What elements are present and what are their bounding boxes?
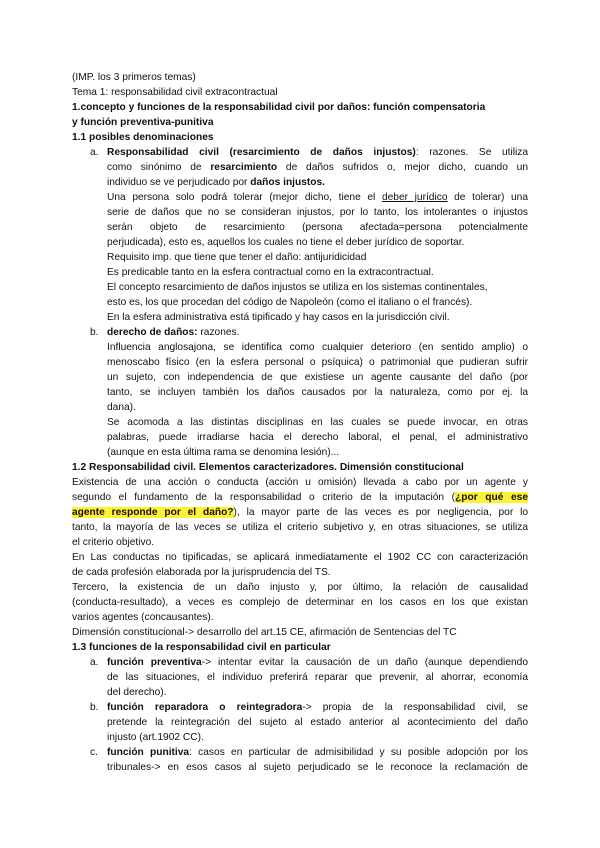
list-item-line: dana).	[107, 402, 136, 413]
highlighted-text: ¿por qué ese	[455, 492, 528, 503]
list-item-line: Una persona solo podrá tolerar (mejor dicho, tiene el deber jurídico de tolerar) una	[107, 192, 529, 203]
paragraph-line: Dimensión constitucional-> desarrollo del art.15 CE, afirmación de Sentencias del TC	[72, 627, 457, 638]
heading-1-1: 1.1 posibles denominaciones	[72, 132, 214, 143]
list-item-line: tribunales-> en esos casos al sujeto perjudicado se le reconoce la reclamación de	[107, 762, 528, 773]
heading-1-3: 1.3 funciones de la responsabilidad civil en particular	[72, 642, 331, 653]
list-marker-a: a.	[90, 657, 99, 668]
paragraph-line: de cada profesión elaborada por la jurisprudencia del TS.	[72, 567, 331, 578]
list-item-line: Responsabilidad civil (resarcimiento de daños injustos): razones. Se utiliza	[107, 147, 528, 158]
list-item-line: tanto, se incluyen también los daños causados por la naturaleza, como por ej. la	[107, 387, 528, 398]
list-item-line: Es predicable tanto en la esfera contractual como en la extracontractual.	[107, 267, 434, 278]
note-line: (IMP. los 3 primeros temas)	[72, 72, 196, 83]
tema-title: Tema 1: responsabilidad civil extracontractual	[72, 87, 278, 98]
list-item-line: Requisito imp. que tiene que tener el daño: antijuridicidad	[107, 252, 367, 263]
paragraph-line: varios agentes (concausantes).	[72, 612, 214, 623]
list-item-line: función preventiva-> intentar evitar la causación de un daño (aunque dependiendo	[107, 657, 528, 668]
heading-1-line-2: y función preventiva-punitiva	[72, 117, 214, 128]
list-item-line: El concepto resarcimiento de daños injustos se utiliza en los sistemas continentales,	[107, 282, 488, 293]
list-item-line: Influencia anglosajona, se identifica como cualquier deterioro (en sentido amplio) o	[107, 342, 528, 353]
list-marker-a: a.	[90, 147, 99, 158]
list-item-line: serán objeto de resarcimiento (persona afectada=persona potencialmente	[107, 222, 528, 233]
list-item-line: palabras, puede irradiarse hacia el derecho laboral, el penal, el administrativo	[107, 432, 528, 443]
list-item-line: individuo se ve perjudicado por daños injustos.	[107, 177, 326, 188]
list-item-line: injusto (art.1902 CC).	[107, 732, 204, 743]
list-item-line: como sinónimo de resarcimiento de daños sufridos o, mejor dicho, cuando un	[107, 162, 528, 173]
paragraph-line: Existencia de una acción o conducta (acción u omisión) llevada a cabo por un agente y	[72, 477, 528, 488]
paragraph-line: segundo el fundamento de la responsabilidad o criterio de la imputación (¿por qué ese	[72, 492, 528, 503]
list-item-line: En la esfera administrativa está tipificado y hay casos en la jurisdicción civil.	[107, 312, 450, 323]
list-marker-b: b.	[90, 702, 99, 713]
list-item-line: perjudicada), esto es, aquellos los cuales no tiene el deber jurídico de soportar.	[107, 237, 465, 248]
list-marker-c: c.	[90, 747, 98, 758]
heading-1-2: 1.2 Responsabilidad civil. Elementos caracterizadores. Dimensión constitucional	[72, 462, 464, 473]
list-item-line: de las situaciones, el individuo preferirá reparar que prevenir, al ahorrar, economía	[107, 672, 528, 683]
list-item-line: un sujeto, con independencia de que existiese un agente causante del daño (por	[107, 372, 528, 383]
paragraph-line: Tercero, la existencia de un daño injusto y, por último, la relación de causalidad	[72, 582, 528, 593]
paragraph-line: En Las conductas no tipificadas, se aplicará inmediatamente el 1902 CC con caracterización	[72, 552, 528, 563]
list-item-line: serie de daños que no se consideran injustos, por lo tanto, los intolerantes o injustos	[107, 207, 528, 218]
paragraph-line: tanto, la mayoría de las veces se utiliza el criterio subjetivo y, en otras situaciones, se utiliza	[72, 522, 528, 533]
list-item-line: menoscabo físico (en la esfera personal o psíquica) o patrimonial que pudieran sufrir	[107, 357, 528, 368]
list-item-line: Se acomoda a las distintas disciplinas en las cuales se puede invocar, en otras	[107, 417, 528, 428]
list-item-line: derecho de daños: razones.	[107, 327, 240, 338]
list-item-line: pretende la reintegración del sujeto al estado anterior al acontecimiento del daño	[107, 717, 528, 728]
list-item-line: esto es, los que procedan del código de Napoleón (como el italiano o el francés).	[107, 297, 473, 308]
paragraph-line: (conducta-resultado), a veces es complejo de determinar en los casos en los que existan	[72, 597, 528, 608]
list-item-line: (aunque en esta última rama se denomina lesión)...	[107, 447, 340, 458]
list-item-line: función punitiva: casos en particular de admisibilidad y su posible adopción por los	[107, 747, 528, 758]
highlighted-text: agente responde por el daño?	[72, 507, 234, 518]
paragraph-line: el criterio objetivo.	[72, 537, 155, 548]
list-item-line: del derecho).	[107, 687, 167, 698]
heading-1-line-1: 1.concepto y funciones de la responsabilidad civil por daños: función compensatoria	[72, 102, 486, 113]
list-item-line: función reparadora o reintegradora-> propia de la responsabilidad civil, se	[107, 702, 528, 713]
list-marker-b: b.	[90, 327, 99, 338]
paragraph-line: agente responde por el daño?), la mayor parte de las veces es por negligencia, por lo	[72, 507, 528, 518]
